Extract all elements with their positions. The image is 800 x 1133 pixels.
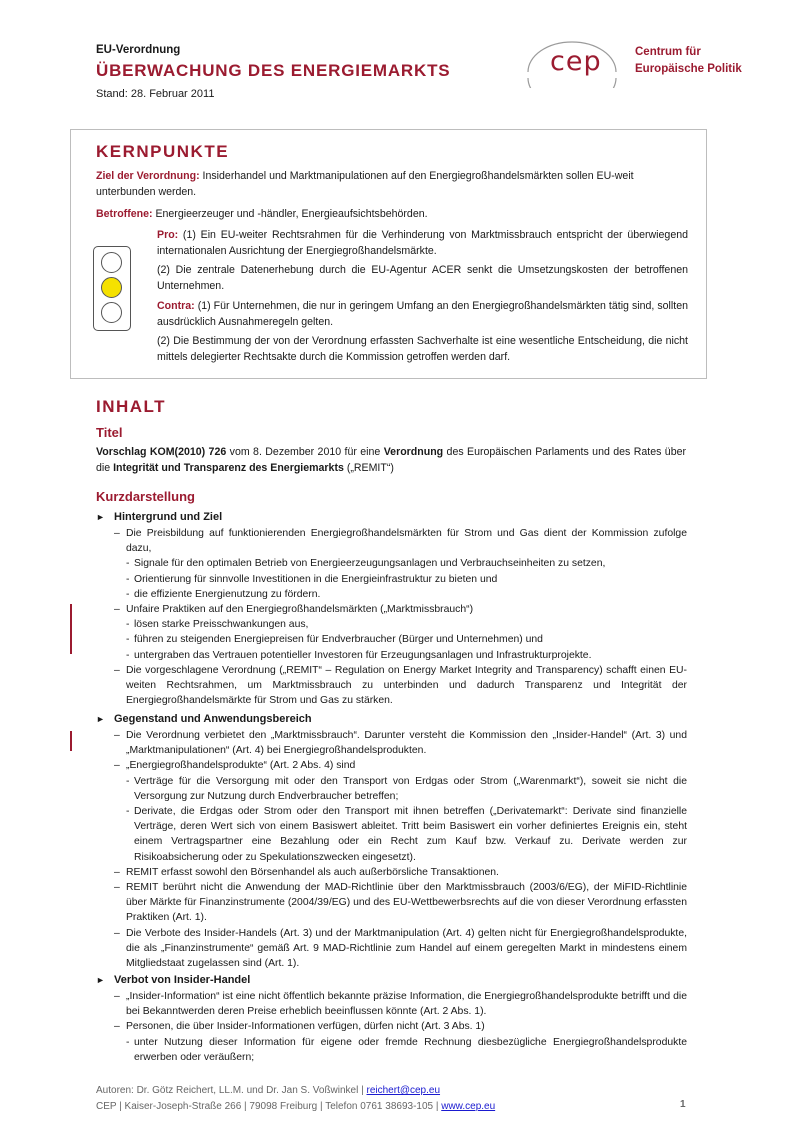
bullet-marker: –: [114, 991, 120, 1002]
section-hintergrund-heading: [96, 511, 222, 523]
footer-authors-line: [96, 1083, 696, 1099]
list-item-text: Signale für den optimalen Betrieb von Energieerzeugungsanlagen und Verbrauchseinheiten zu setzen,: [134, 558, 606, 570]
list-item-text: „Energiegroßhandelsprodukte“ (Art. 2 Abs. 4) sind: [126, 760, 356, 772]
inhalt-title: INHALT: [96, 397, 167, 416]
titel-integritaet: Integrität und Transparenz des Energiemarkts: [113, 461, 344, 474]
list-item: [114, 663, 687, 709]
list-subitem: [114, 648, 687, 663]
logo-name-line2: Europäische Politik: [635, 63, 742, 75]
kernpunkte-pro-2: (2) Die zentrale Datenerhebung durch die EU-Agentur ACER senkt die Umsetzungskosten der betroffenen Unternehmen.: [157, 264, 688, 292]
list-item-text: Personen, die über Insider-Informationen verfügen, dürfen nicht (Art. 3 Abs. 1): [126, 1021, 485, 1033]
list-item-text: REMIT erfasst sowohl den Börsenhandel als auch außerbörsliche Transaktionen.: [126, 866, 499, 878]
list-item-text: lösen starke Preisschwankungen aus,: [134, 619, 309, 631]
section-gegenstand-heading: [96, 713, 312, 725]
list-item: [114, 989, 687, 1019]
list-item-text: „Insider-Information“ ist eine nicht öffentlich bekannte präzise Information, die Energiegroßhandelsprodukte betrifft und die bei Bekanntwerden deren Preise erheblich beeinflussen könnte (Art. 2 Abs. 1).: [126, 991, 687, 1018]
bullet-marker: –: [114, 927, 120, 939]
titel-part: vom 8. Dezember 2010 für eine: [226, 446, 384, 458]
list-subitem: [114, 572, 687, 587]
list-item-text: Derivate, die Erdgas oder Strom oder den Transport mit ihnen betreffen („Derivatemarkt“: Derivate sind finanzielle Verträge, deren Wert sich von einem Basiswert ableitet. Tritt beim Basiswert ein vorher definiertes Ereignis ein, steht einem Vertragspartner eine Bezahlung oder ein Recht zum Kauf bzw. Verkauf zu. Derivate werden zur Risikoabsicherung oder zu Spekulationszwecken eingesetzt).: [134, 806, 687, 863]
list-item-text: Verträge für die Versorgung mit oder den Transport von Erdgas oder Strom („Warenmarkt“), soweit sie nicht die Versorgung zur Nutzung durch Endverbraucher betreffen;: [134, 775, 687, 802]
list-item-text: die effiziente Energienutzung zu fördern.: [134, 588, 321, 600]
section-hintergrund-list: [114, 526, 687, 708]
document-type: EU-Verordnung: [96, 44, 181, 56]
section-insider-heading: [96, 974, 250, 986]
bullet-marker: –: [114, 866, 120, 878]
bullet-marker: –: [114, 730, 120, 741]
section-insider-list: [114, 989, 687, 1065]
logo-wordmark: cep: [550, 46, 602, 77]
kernpunkte-ziel: [96, 169, 688, 200]
titel-heading: Titel: [96, 425, 123, 440]
bullet-marker: –: [114, 882, 120, 894]
bullet-marker: –: [114, 664, 120, 676]
bullet-marker: –: [114, 528, 120, 539]
document-date: Stand: 28. Februar 2011: [96, 88, 215, 100]
arrow-right-icon: ►: [96, 512, 105, 522]
bullet-marker: -: [126, 588, 130, 600]
list-item: [114, 865, 687, 880]
document-title: ÜBERWACHUNG DES ENERGIEMARKTS: [96, 61, 451, 80]
list-item: [114, 1019, 687, 1034]
list-item-text: Die vorgeschlagene Verordnung („REMIT“ – Regulation on Energy Market Integrity and Transparency) schafft einen EU-weiten Rechtsrahmen, um Marktmissbrauch zu unterbinden und dadurch Transparenz und Integrität der Energiegroßhandelsmärkte für Strom und Gas zu stärken.: [126, 664, 687, 707]
traffic-light-middle-yellow: [101, 277, 122, 298]
list-item-text: führen zu steigenden Energiepreisen für Endverbraucher (Bürger und Unternehmen) und: [134, 634, 543, 646]
bullet-marker: -: [126, 649, 130, 661]
titel-part: („REMIT“): [343, 461, 394, 474]
bullet-marker: –: [114, 604, 120, 616]
logo-organisation-name: [635, 44, 742, 78]
arrow-right-icon: ►: [96, 714, 105, 724]
list-subitem: [114, 632, 687, 647]
list-item-text: Die Preisbildung auf funktionierenden Energiegroßhandelsmärkten für Strom und Gas dient der Kommission zufolge dazu,: [126, 528, 687, 555]
list-subitem: [114, 774, 687, 804]
list-item: [114, 880, 687, 926]
ziel-text: Insiderhandel und Marktmanipulationen auf den Energiegroßhandelsmärkten sollen EU-weit unterbunden werden.: [96, 170, 634, 198]
section-title: Gegenstand und Anwendungsbereich: [114, 713, 312, 725]
bullet-marker: -: [126, 1036, 130, 1048]
cep-logo: [522, 40, 772, 90]
footer-website-link[interactable]: www.cep.eu: [441, 1101, 496, 1112]
list-item-text: untergraben das Vertrauen potentieller Investoren für Erzeugungsanlagen und Infrastrukturprojekte.: [134, 649, 592, 661]
list-subitem: [114, 804, 687, 865]
kernpunkte-contra-2: (2) Die Bestimmung der von der Verordnung erfassten Sachverhalte ist eine wesentliche Entscheidung, die nicht mittels delegierter Rechtsakte durch die Kommission getroffen werden darf.: [157, 335, 688, 363]
list-item: [114, 728, 687, 758]
bullet-marker: -: [126, 806, 130, 818]
kurzdarstellung-heading: Kurzdarstellung: [96, 489, 195, 504]
footer-authors: Autoren: Dr. Götz Reichert, LL.M. und Dr. Jan S. Voßwinkel |: [96, 1085, 367, 1096]
traffic-light-icon: [93, 246, 131, 331]
ziel-label: Ziel der Verordnung:: [96, 170, 200, 182]
titel-kom: Vorschlag KOM(2010) 726: [96, 446, 227, 458]
footer-address: CEP | Kaiser-Joseph-Straße 266 | 79098 Freiburg | Telefon 0761 38693-105 |: [96, 1101, 442, 1112]
bullet-marker: -: [126, 775, 130, 787]
kernpunkte-pro-1: [157, 228, 688, 259]
list-item: [114, 602, 687, 617]
traffic-light-bottom: [101, 302, 122, 323]
bullet-marker: –: [114, 1021, 120, 1033]
betroffene-label: Betroffene:: [96, 208, 153, 220]
titel-text: [96, 445, 686, 476]
titel-part: des Europäischen Parlaments und des Rates über die: [96, 446, 686, 474]
list-subitem: [114, 1035, 687, 1065]
pro-label: Pro:: [157, 229, 179, 241]
footer: [96, 1083, 696, 1115]
footer-email-link[interactable]: reichert@cep.eu: [366, 1085, 441, 1096]
list-item: [114, 526, 687, 556]
logo-name-line1: Centrum für: [635, 46, 701, 58]
change-bar: [70, 731, 72, 751]
arrow-right-icon: ►: [96, 975, 105, 985]
kernpunkte-title: KERNPUNKTE: [96, 142, 230, 161]
bullet-marker: -: [126, 619, 130, 631]
traffic-light-top: [101, 252, 122, 273]
section-title: Verbot von Insider-Handel: [114, 974, 251, 986]
bullet-marker: –: [114, 760, 120, 772]
footer-address-line: [96, 1099, 696, 1115]
bullet-marker: -: [126, 558, 130, 570]
list-item-text: Orientierung für sinnvolle Investitionen in die Energieinfrastruktur zu bieten und: [134, 573, 498, 585]
list-item-text: Die Verordnung verbietet den „Marktmissbrauch“. Darunter versteht die Kommission den „Insider-Handel“ (Art. 3) und „Marktmanipulationen“ (Art. 4) bei Energiegroßhandelsprodukten.: [126, 730, 687, 757]
bullet-marker: -: [126, 573, 130, 585]
bullet-marker: -: [126, 634, 130, 646]
kernpunkte-box: [70, 129, 707, 379]
list-item: [114, 926, 687, 972]
betroffene-text: Energieerzeuger und -händler, Energieaufsichtsbehörden.: [152, 208, 428, 220]
list-item-text: Unfaire Praktiken auf den Energiegroßhandelsmärkten („Marktmissbrauch“): [126, 604, 474, 616]
change-bar: [70, 604, 72, 654]
contra-1-text: (1) Für Unternehmen, die nur in geringem Umfang an den Energiegroßhandelsmärkten tätig sind, sollten ausdrücklich Ausnahmeregeln gelten.: [157, 300, 688, 328]
list-item-text: Die Verbote des Insider-Handels (Art. 3) und der Marktmanipulation (Art. 4) gelten nicht für Energiegroßhandelsprodukte, die als „Finanzinstrumente“ gemäß Art. 9 MAD-Richtlinie zum Handel auf einem geregelten Markt in mindestens einem Mitgliedstaat zugelassen sind (Art. 1).: [126, 927, 687, 970]
list-item-text: REMIT berührt nicht die Anwendung der MAD-Richtlinie über den Marktmissbrauch (2003/6/EG), der MiFID-Richtlinie über Märkte für Finanzinstrumente (2004/39/EG) und des EU-Wettbewerbsrechts auf die von dieser Verordnung erfassten Praktiken (Art. 1).: [126, 882, 687, 924]
kernpunkte-contra-1: [157, 299, 688, 330]
kernpunkte-betroffene: [96, 207, 688, 223]
contra-label: Contra:: [157, 300, 195, 312]
pro-1-text: (1) Ein EU-weiter Rechtsrahmen für die Verhinderung von Marktmissbrauch entspricht der überwiegend internationalen Ausrichtung der Energiegroßhandelsmärkte.: [157, 229, 688, 257]
titel-verordnung: Verordnung: [383, 446, 444, 458]
list-subitem: [114, 587, 687, 602]
list-subitem: [114, 617, 687, 632]
list-item-text: unter Nutzung dieser Information für eigene oder fremde Rechnung diesbezügliche Energiegroßhandelsprodukte erwerben oder veräußern;: [134, 1036, 687, 1063]
list-subitem: [114, 556, 687, 571]
page-number: 1: [680, 1099, 686, 1110]
section-gegenstand-list: [114, 728, 687, 971]
list-item: [114, 758, 687, 773]
section-title: Hintergrund und Ziel: [114, 511, 223, 523]
